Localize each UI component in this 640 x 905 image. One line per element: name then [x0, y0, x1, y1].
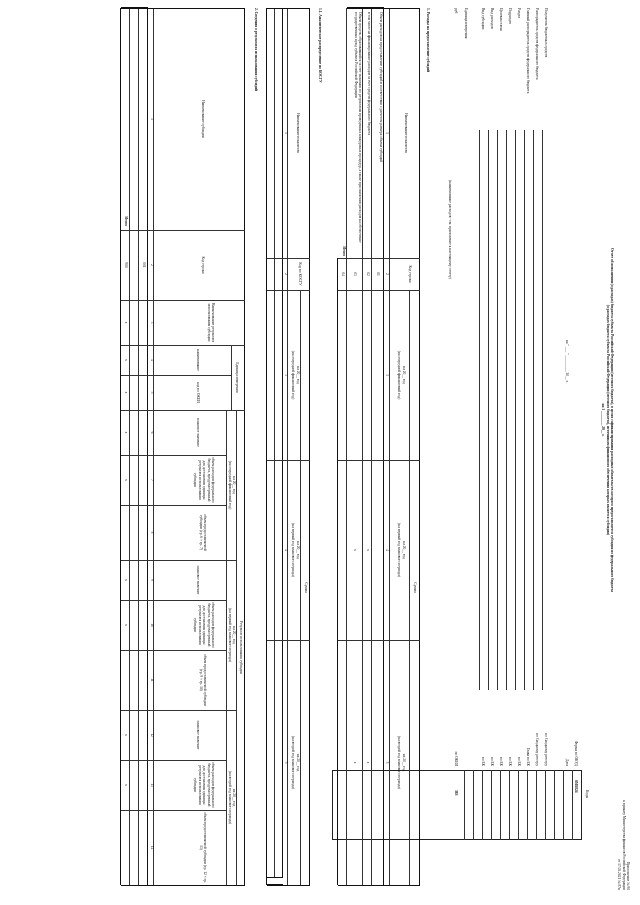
- table-rule: [338, 885, 420, 886]
- code-label: по Сводному реестру: [535, 733, 539, 766]
- section1-title: 1. Расходы на предоставление субсидий: [426, 8, 430, 73]
- table-rule: [267, 877, 283, 885]
- code-label: по БК: [508, 756, 512, 766]
- x-mark: x: [124, 391, 128, 394]
- col-header-group: Сумма: [304, 582, 308, 593]
- code-label: по Сводному реестру: [544, 733, 548, 766]
- row-name: Объем средств, образовавшийся за счет экономии по результатам проведенных конкурсных процедур, а также при снижении расходов на обеспечение государственных нужд субъекта Российской Федерации: [353, 12, 362, 243]
- row-name: в том числе на финансирование расходов за счет средств федерального бюджета: [367, 12, 371, 136]
- col-header-name: Наименование субсидии: [201, 100, 205, 138]
- col-number: 7: [150, 479, 154, 481]
- row-code: 03: [353, 272, 358, 276]
- col-number: 3: [385, 374, 389, 376]
- col-number: 5: [150, 391, 154, 394]
- code-label: по БК: [517, 756, 521, 766]
- table-rule: [489, 130, 490, 690]
- table-rule: [121, 455, 227, 456]
- table-rule: [120, 8, 121, 885]
- col-header-second-sub: (на второй год планового периода): [397, 736, 401, 789]
- col-number: 3: [150, 321, 154, 324]
- table-rule: [491, 770, 492, 840]
- approval-line3: от 17.03.2021 № 87н: [617, 858, 622, 890]
- col-header-second-sub: (на второй год планового периода): [291, 736, 295, 789]
- col-header-second-sub: (на второй год планового периода): [228, 771, 232, 824]
- col-header-name: Наименование показателя: [404, 113, 408, 153]
- col-header-first-sub: (на первый год планового периода): [228, 608, 232, 662]
- col-header-group: Сумма: [413, 582, 417, 593]
- col-number: 1: [284, 132, 288, 134]
- x-mark: x: [124, 784, 128, 786]
- table-rule: [267, 258, 310, 259]
- section2-title: 2. Сведения о результатах использования субсидий: [254, 8, 258, 92]
- col-number: 14: [150, 845, 154, 850]
- table-rule: [338, 290, 420, 291]
- col-header-current-sub: (на очередной финансовый год): [228, 460, 232, 510]
- col-header-first-sub: (на первый год планового периода): [291, 523, 295, 577]
- table-rule: [267, 640, 310, 641]
- table-rule: [347, 7, 384, 8]
- col-header-unit-name: наименование: [196, 349, 200, 371]
- col-number: 2: [284, 273, 288, 275]
- okud-label: Форма по ОКУД: [574, 740, 578, 766]
- table-rule: [231, 345, 232, 410]
- table-rule: [338, 460, 420, 461]
- col-number: 12: [150, 733, 154, 737]
- table-rule: [121, 505, 227, 506]
- col-header-second: на 20__ год: [232, 788, 236, 807]
- col-header-current: на 20__ год: [402, 366, 406, 384]
- table-rule: [338, 640, 420, 641]
- table-rule: [309, 8, 310, 885]
- col-number: 8: [150, 531, 154, 534]
- col-number: 13: [150, 783, 154, 787]
- table-rule: [121, 345, 245, 346]
- col-header-kosgu: Код по КОСГУ: [298, 262, 302, 286]
- table-rule: [338, 258, 420, 259]
- unit-okei-label: по ОКЕИ: [454, 751, 458, 766]
- row-name: Итого: [342, 246, 346, 256]
- table-rule: [464, 770, 465, 840]
- table-rule: [236, 410, 237, 885]
- unit-value: руб: [454, 8, 458, 14]
- col-number: 4: [150, 359, 154, 361]
- form-label: Раздел: [517, 8, 521, 19]
- form-label: Получатель бюджетных средств: [544, 8, 548, 58]
- table-rule: [498, 130, 499, 690]
- table-rule: [543, 130, 544, 690]
- col-header-total: объем предоставляемой субсидии (гр. 12 × гр. 13): [198, 812, 207, 883]
- form-label: Распорядитель средств федерального бюджета: [535, 8, 539, 80]
- title-line1: Отчет об исполнении (о расходах) бюджета субъекта Российской Федерации (местного бюджета), в целях софинансирования расходных обязательств которого предоставляется субсидия из федерального бюджета: [610, 248, 614, 592]
- col-header-fed: объем расходов федерального бюджета, предусмотренный для достижения единицы результата использования субсидии: [193, 762, 215, 808]
- table-rule: [267, 290, 310, 291]
- col-number: 4: [284, 549, 288, 551]
- table-rule: [266, 8, 267, 885]
- form-label: Целевая статья: [499, 8, 503, 31]
- table-rule: [389, 8, 390, 885]
- row-code: 900: [124, 262, 128, 268]
- row-name: Объем расходов на предоставление субсидий в соответствии с расчетом размера объема субсидий: [379, 12, 383, 163]
- col-header-plan: плановое значение: [196, 720, 200, 750]
- table-rule: [563, 770, 564, 840]
- col-header-current: на 20__ год: [232, 476, 236, 494]
- table-rule: [121, 710, 237, 711]
- col-header-name: Наименование показателя: [296, 113, 300, 153]
- table-rule: [147, 8, 148, 885]
- col-header-code: Код строки: [201, 256, 205, 274]
- table-rule: [518, 770, 519, 840]
- form-label: Вид субсидии: [481, 8, 485, 30]
- table-rule: [121, 650, 227, 651]
- okud-value: 0505824: [574, 780, 578, 793]
- table-rule: [480, 130, 481, 690]
- col-header-second: на 20__ год: [402, 753, 406, 772]
- table-rule: [267, 8, 310, 9]
- x-mark: x: [124, 431, 128, 434]
- x-mark: x: [124, 321, 128, 324]
- row-total-label: Итого: [124, 216, 128, 226]
- code-label: по БК: [490, 756, 494, 766]
- approval-line1: Приложение № 90: [626, 861, 630, 890]
- row-code: 02: [365, 272, 370, 276]
- table-rule: [121, 600, 227, 601]
- row-cell: x: [365, 549, 370, 551]
- row-cell: x: [353, 761, 358, 764]
- date-field: на " ___ " _________ 20__ г.: [565, 340, 569, 383]
- table-rule: [500, 770, 501, 840]
- code-label: по БК: [499, 756, 503, 766]
- table-rule: [244, 8, 245, 885]
- col-header-plan: плановое значение: [196, 565, 200, 595]
- approval-block: [617, 780, 630, 890]
- table-rule: [371, 8, 372, 885]
- table-rule: [507, 130, 508, 690]
- x-mark: x: [124, 579, 128, 581]
- table-rule: [473, 770, 474, 840]
- table-rule: [274, 8, 275, 885]
- table-rule: [121, 7, 148, 8]
- row-code: 04: [340, 272, 345, 276]
- table-rule: [536, 770, 537, 840]
- table-rule: [121, 300, 245, 301]
- col-header-first: на 20__ год: [296, 541, 300, 559]
- col-number: 3: [284, 374, 288, 376]
- x-mark: x: [124, 359, 128, 361]
- unit-sub: (наименование расходов - см. приложение к настоящему отчету): [448, 180, 452, 279]
- table-rule: [572, 770, 573, 840]
- section11-title: 1.1. Аналитическое распределение по КОСГУ: [318, 8, 322, 83]
- row-cell: x: [365, 761, 370, 764]
- col-number: 1: [150, 118, 154, 120]
- col-header-fed: объем расходов федерального бюджета, предусмотренный для достижения единицы результата использования субсидии: [193, 457, 215, 503]
- table-rule: [129, 8, 130, 885]
- table-rule: [362, 8, 363, 885]
- table-rule: [534, 130, 535, 690]
- table-rule: [527, 770, 528, 840]
- col-header-first-sub: (на первый год планового периода): [397, 523, 401, 577]
- col-header-indicator: Наименование результата использования субсидии: [206, 302, 215, 343]
- col-number: 5: [385, 761, 389, 764]
- col-header-fed: объем расходов федерального бюджета, предусмотренный для достижения единицы результата использования субсидии: [193, 602, 215, 648]
- form-label: Главный распорядитель средств федерального бюджета: [526, 8, 530, 94]
- col-header-first: на 20__ год: [402, 541, 406, 559]
- col-number: 9: [150, 579, 154, 581]
- table-rule: [509, 770, 510, 840]
- unit-label: Единица измерения:: [464, 8, 468, 40]
- col-header-plan: плановое значение: [196, 418, 200, 447]
- table-rule: [554, 770, 555, 840]
- col-header-unit: Единица измерения: [235, 362, 239, 393]
- code-label: Глава по БК: [526, 747, 530, 766]
- col-header-current: на 20__ год: [296, 366, 300, 384]
- col-header-first: на 20__ год: [232, 626, 236, 644]
- table-rule: [409, 290, 410, 885]
- col-header-total: объем предоставляемой субсидии (гр. 6 × гр. 7): [198, 514, 207, 551]
- table-rule: [516, 130, 517, 690]
- table-rule: [482, 770, 483, 840]
- x-mark: x: [124, 624, 128, 626]
- title-line3: на 1 ________ 20__ г.: [601, 403, 606, 437]
- col-header-code: Код строки: [408, 265, 412, 283]
- row-cell: x: [353, 549, 358, 551]
- col-header-unit-okei: код по ОКЕИ: [196, 382, 200, 403]
- col-header-total: объем предоставляемой субсидии (гр. 9 × гр. 10): [198, 654, 207, 706]
- document-title: [601, 60, 614, 780]
- form-label: Вид расходов: [490, 8, 494, 29]
- table-rule: [121, 810, 227, 811]
- table-rule: [337, 258, 338, 885]
- col-header-second: на 20__ год: [296, 753, 300, 772]
- title-line2: (о расходах бюджета субъекта Российской Федерации (местного бюджета), источником финансового обеспечения которых является субсидия): [605, 304, 610, 536]
- col-number: 4: [385, 549, 389, 551]
- table-rule: [121, 375, 232, 376]
- col-number: 2: [150, 264, 154, 266]
- col-header-current-sub: (на очередной финансовый год): [291, 350, 295, 400]
- table-rule: [525, 130, 526, 690]
- x-mark: x: [124, 734, 128, 736]
- col-header-current-sub: (на очередной финансовый год): [397, 350, 401, 400]
- table-rule: [346, 8, 347, 885]
- table-rule: [121, 885, 245, 886]
- row-code: 01: [376, 272, 381, 276]
- col-number: 6: [150, 431, 154, 434]
- table-rule: [121, 410, 245, 411]
- date-label: Дата: [565, 758, 569, 766]
- table-rule: [121, 760, 227, 761]
- table-rule: [267, 885, 310, 886]
- col-number: 11: [150, 678, 154, 682]
- codes-header: Коды: [585, 790, 589, 799]
- table-rule: [545, 770, 546, 840]
- unit-okei-value: 383: [454, 790, 458, 796]
- table-rule: [121, 230, 245, 231]
- table-rule: [300, 290, 301, 885]
- col-number: 5: [284, 761, 288, 764]
- code-label: по БК: [481, 756, 485, 766]
- form-label: Подраздел: [508, 8, 512, 25]
- col-number: 1: [385, 132, 389, 134]
- table-rule: [267, 460, 310, 461]
- table-rule: [138, 8, 139, 885]
- approval-line2: к приказу Министерства финансов Российской Федерации: [621, 800, 626, 890]
- col-header-group: Результат использования субсидии: [239, 620, 243, 675]
- row-code: 001: [142, 262, 146, 268]
- table-rule: [419, 8, 420, 885]
- table-rule: [121, 560, 237, 561]
- col-number: 2: [385, 273, 389, 275]
- x-mark: x: [124, 479, 128, 481]
- col-number: 10: [150, 623, 154, 627]
